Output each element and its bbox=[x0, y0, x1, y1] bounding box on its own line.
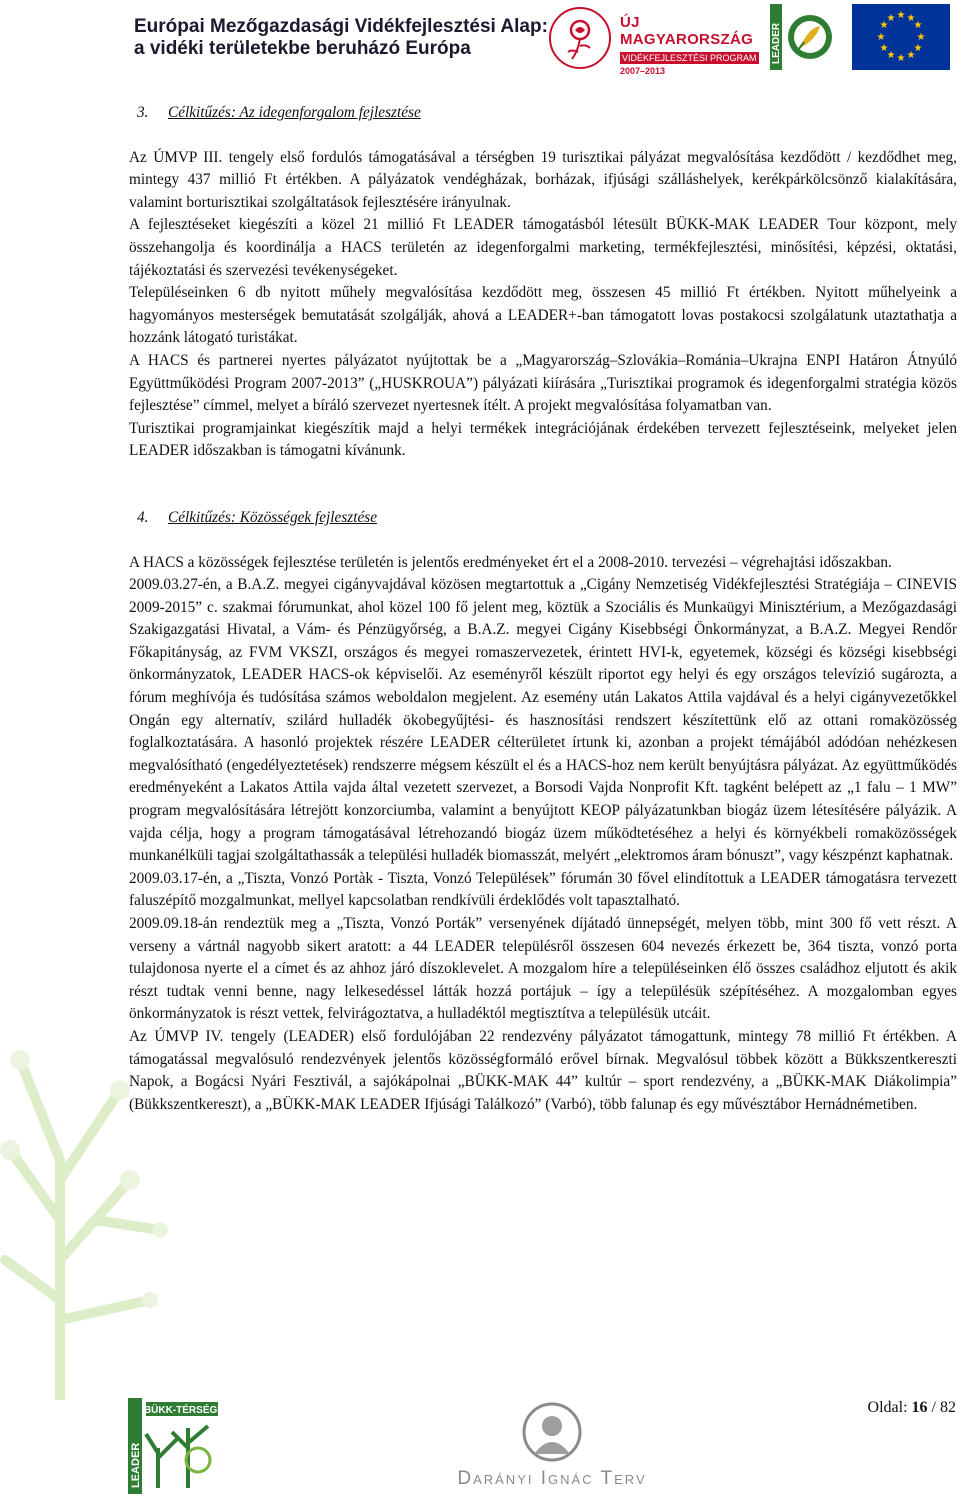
section-3-paragraph-1: Az ÚMVP III. tengely első fordulós támogatásával a térségben 19 turisztikai pályázat megvalósítása kezdődött / kezdődhet meg, mintegy 437 millió Ft értékben. A pályázatok vendégházak, borházak, ifjúsági szálláshelyek, kerékpárkölcsönző kialakítására, valamint borturisztikai szolgáltatások fejlesztésére irányulnak. bbox=[129, 148, 957, 211]
svg-text:★: ★ bbox=[879, 20, 889, 31]
svg-text:LEADER: LEADER bbox=[771, 22, 782, 64]
section-4-number: 4. bbox=[137, 508, 149, 526]
section-3-paragraph-5: Turisztikai programjainkat kiegészítik majd a helyi termékek integrációjának érdekében tervezett fejlesztéseink, melyeket jelen LEADER időszakban is támogatni kívánunk. bbox=[129, 419, 957, 460]
header-title bbox=[134, 16, 548, 60]
svg-text:★: ★ bbox=[879, 43, 889, 54]
uj-magyarorszag-logo bbox=[620, 14, 760, 76]
section-4-paragraph-5: Az ÚMVP IV. tengely (LEADER) első fordulójában 22 rendezvény pályázatot támogattunk, mintegy 78 millió Ft értékben. A támogatással megvalósuló rendezvények jelentős közösségformáló erővel bírnak. Megvalósul többek között a Bükkszentkereszti Napok, a Bogácsi Nyári Fesztivál, a sajókápolnai „BÜKK-MAK 44” kultúr – sport rendezvény, a „BÜKK-MAK Diákolimpia” (Bükkszentkereszt), a „BÜKK-MAK LEADER Ifjúsági Találkozó” (Varbó), több falunap és egy művésztábor Hernádnémetiben. bbox=[129, 1027, 957, 1113]
section-3-paragraph-2: A fejlesztéseket kiegészíti a közel 21 millió Ft LEADER támogatásból létesült BÜKK-MAK LEADER Tour központ, mely összehangolja és koordinálja a HACS területén az idegenforgalmi marketing, termékfejlesztési, minősítési, képzési, oktatási, tájékoztatási és szervezési tevékenységeket. bbox=[129, 216, 957, 279]
page-number bbox=[868, 1399, 956, 1417]
section-3-paragraph-4: A HACS és partnerei nyertes pályázatot nyújtottak be a „Magyarország–Szlovákia–Románia–Ukrajna ENPI Határon Átnyúló Együttműködési Program 2007-2013” („HUSKROUA”) pályázati kiírására „Turisztikai programok és idegenforgalmi stratégia közös fejlesztése” címmel, melyet a bíráló szervezet nyertesnek ítélt. A projekt megvalósítása folyamatban van. bbox=[129, 351, 957, 415]
leader-logo-icon bbox=[770, 4, 836, 70]
svg-text:★: ★ bbox=[906, 50, 916, 61]
ujm-logo-subtitle: VIDÉKFEJLESZTÉSI PROGRAM bbox=[622, 53, 757, 63]
svg-text:★: ★ bbox=[906, 13, 916, 24]
daranyi-logo-text: Darányi Ignác Terv bbox=[457, 1468, 647, 1489]
svg-text:★: ★ bbox=[913, 43, 923, 54]
document-body bbox=[129, 96, 957, 1116]
svg-text:★: ★ bbox=[916, 32, 926, 43]
daranyi-portrait-icon bbox=[446, 1400, 658, 1466]
bukk-terseg-leader-logo bbox=[128, 1398, 220, 1494]
section-4-paragraph-2: 2009.03.27-én, a B.A.Z. megyei cigányvajdával közösen megtartottuk a „Cigány Nemzetiség Vidékfejlesztési Stratégiája – CINEVIS 2009-2015” c. szakmai fórumunkat, ahol közel 100 fő jelent meg, köztük a Szociális és Munkaügyi Minisztérium, a Mezőgazdasági Szakigazgatási Hivatal, a Vám- és Pénzügyőrség, a B.A.Z. megyei Cigány Kisebbségi Önkormányzat, a B.A.Z. Megyei Rendőr Főkapitányság, az FVM VKSZI, országos és megyei romaszervezetek, érintett HVI-k, egyetemek, községi és községi kisebbségi önkormányzatok, LEADER HACS-ok képviselői. Az eseményről készült riportot egy helyi és egy országos televízió sugározta, a fórum meghívója és tudósítása számos weboldalon megjelent. Az esemény után Lakatos Attila vajdával és a helyi cigányvezetőkkel Ongán egy alternatív, szilárd hulladék ökobegyűjtési- és hasznosítási rendszert készítettünk elő az ottani romaközösség foglalkoztatására. A hasonló projektek részére LEADER célterületet írtunk ki, azonban a projekt témájából adódóan nehézkesen megvalósítható (engedélyeztetések) rendszerre mégsem készült el és a HACS-hoz nem került benyújtásra pályázat. Az együttműködés eredményeként a Lakatos Attila vajda által vezetett szervezet, a Borsodi Vajda Nonprofit Kft. tagként belépett az „1 falu – 1 MW” program megvalósítására létrejött konzorciumba, valamint a benyújtott KEOP pályázatunkban biogáz üzem létesítésére pályázik. A vajda célja, hogy a program támogatásával létrehozandó biogáz üzem működtetéséhez a helyi és környékbeli romaközösségek munkanélküli tagjai szolgáltathassák a települési hulladék biomasszát, melyért „elektromos áram bónuszt”, vagy készpénzt kaphatnak. bbox=[129, 576, 957, 865]
svg-text:★: ★ bbox=[896, 53, 906, 64]
bukk-logo-leader-text: LEADER bbox=[130, 1442, 142, 1488]
section-4-paragraph-1: A HACS a közösségek fejlesztése területén is jelentős eredményeket ért el a 2008-2010. tervezési – végrehajtási időszakban. bbox=[129, 553, 892, 571]
ujm-logo-title: ÚJ MAGYARORSZÁG bbox=[620, 14, 754, 48]
section-3-number: 3. bbox=[137, 104, 149, 121]
svg-text:★: ★ bbox=[886, 50, 896, 61]
page-label: Oldal: bbox=[867, 1399, 908, 1416]
section-3-title: Célkitűzés: Az idegenforgalom fejlesztése bbox=[168, 104, 421, 121]
daranyi-ignac-terv-logo bbox=[446, 1400, 658, 1496]
eu-flag-icon bbox=[852, 4, 950, 70]
svg-text:★: ★ bbox=[876, 32, 886, 43]
section-4-paragraph-4: 2009.09.18-án rendeztük meg a „Tiszta, Vonzó Porták” versenyének díjátadó ünnepségét, melyen több, mint 300 fő vett részt. A verseny a vártnál nagyobb sikert aratott: a 44 LEADER településről összesen 604 nevezés érkezett be, 364 tiszta, vonzó porta tulajdonosa nyerte el a címet és az ahhoz járó díszoklevelet. A mozgalom híre a településeinken élő összes családhoz eljutott és akik részt tudtak venni benne, nagy lelkesedéssel látták hozzá portájuk – így a településük szépítéséhez. A mozgalomban egyes önkormányzatok is részt vettek, felvirágoztatva, a hulladéktól megtisztítva a településük utcáit. bbox=[129, 915, 957, 1023]
svg-text:★: ★ bbox=[913, 20, 923, 31]
header-title-line2: a vidéki területekbe beruházó Európa bbox=[134, 38, 471, 59]
section-3-heading bbox=[129, 102, 957, 125]
rose-logo-icon bbox=[548, 6, 612, 70]
svg-text:★: ★ bbox=[886, 13, 896, 24]
page-header bbox=[0, 0, 960, 74]
section-4-paragraph-3: 2009.03.17-én, a „Tiszta, Vonzó Portàk - Tiszta, Vonzó Települések” fórumán 30 fővel elindítottuk a LEADER támogatásra tervezett faluszépítő mozgalmunkat, mellyel kapcsolatban rendkívüli érdeklődés volt tapasztalható. bbox=[129, 869, 957, 910]
section-4-title: Célkitűzés: Közösségek fejlesztése bbox=[168, 508, 378, 526]
ujm-logo-years: 2007–2013 bbox=[620, 66, 666, 76]
page-separator: / bbox=[931, 1399, 936, 1416]
section-3-paragraph-3: Településeinken 6 db nyitott műhely megvalósítása kezdődött meg, összesen 45 millió Ft értékben. Nyitott műhelyeink a hagyományos mesterségek bemutatását szolgálják, ahová a LEADER+-ban támogatott lovas postakocsi szolgálatunk utaztathatja a hozzánk látogató turistákat. bbox=[129, 284, 957, 347]
page-total: 82 bbox=[940, 1399, 956, 1416]
bukk-logo-title: BÜKK-TÉRSÉGI bbox=[143, 1405, 220, 1416]
svg-text:★: ★ bbox=[896, 10, 906, 21]
section-4-heading bbox=[129, 507, 957, 530]
header-title-line1: Európai Mezőgazdasági Vidékfejlesztési Alap: bbox=[134, 16, 548, 37]
page-current: 16 bbox=[911, 1399, 928, 1416]
